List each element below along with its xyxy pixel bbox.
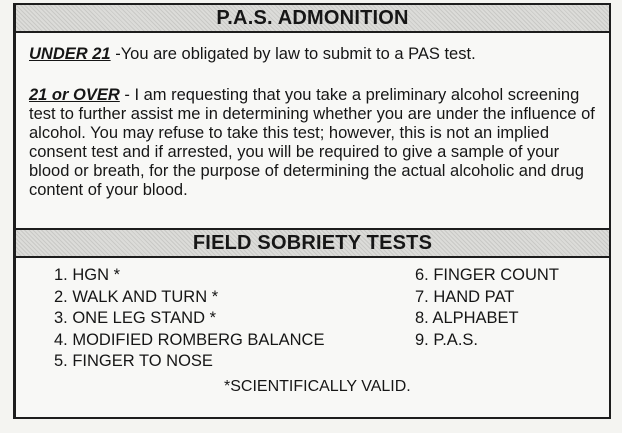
test-item: 4. MODIFIED ROMBERG BALANCE [54, 330, 325, 349]
over-21-text: - I am requesting that you take a preliminary alcohol screening test to further assist me in determining whether you are under the influence of alcohol. You may refuse to take this test; however, this is not an implied consent test and if arrested, you will be required to give a sample of your blood or breath, for the purpose of determining the actual alcoholic and drug content of your blood. [29, 86, 595, 199]
field-sobriety-title: FIELD SOBRIETY TESTS [192, 232, 433, 254]
test-item: 5. FINGER TO NOSE [54, 352, 213, 370]
test-list-left [54, 265, 324, 373]
under-21-text: -You are obligated by law to submit to a PAS test. [110, 45, 476, 63]
pas-admonition-header [16, 5, 609, 33]
scientifically-valid-footnote: *SCIENTIFICALLY VALID. [224, 378, 411, 395]
under-21-label: UNDER 21 [29, 45, 111, 63]
pas-admonition-title: P.A.S. ADMONITION [216, 7, 409, 29]
field-sobriety-header [16, 228, 609, 258]
test-item: 2. WALK AND TURN * [54, 287, 219, 306]
over-21-paragraph [29, 86, 595, 200]
admonition-card [13, 3, 611, 419]
test-item: 7. HAND PAT [415, 287, 515, 306]
under-21-paragraph [29, 45, 595, 64]
over-21-label: 21 or OVER [29, 86, 120, 104]
test-item: 3. ONE LEG STAND * [54, 309, 216, 327]
test-item: 1. HGN * [54, 266, 121, 284]
test-item: 6. FINGER COUNT [415, 266, 559, 284]
test-item: 9. P.A.S. [415, 330, 478, 349]
test-item: 8. ALPHABET [415, 309, 519, 327]
test-list-right [415, 265, 559, 351]
